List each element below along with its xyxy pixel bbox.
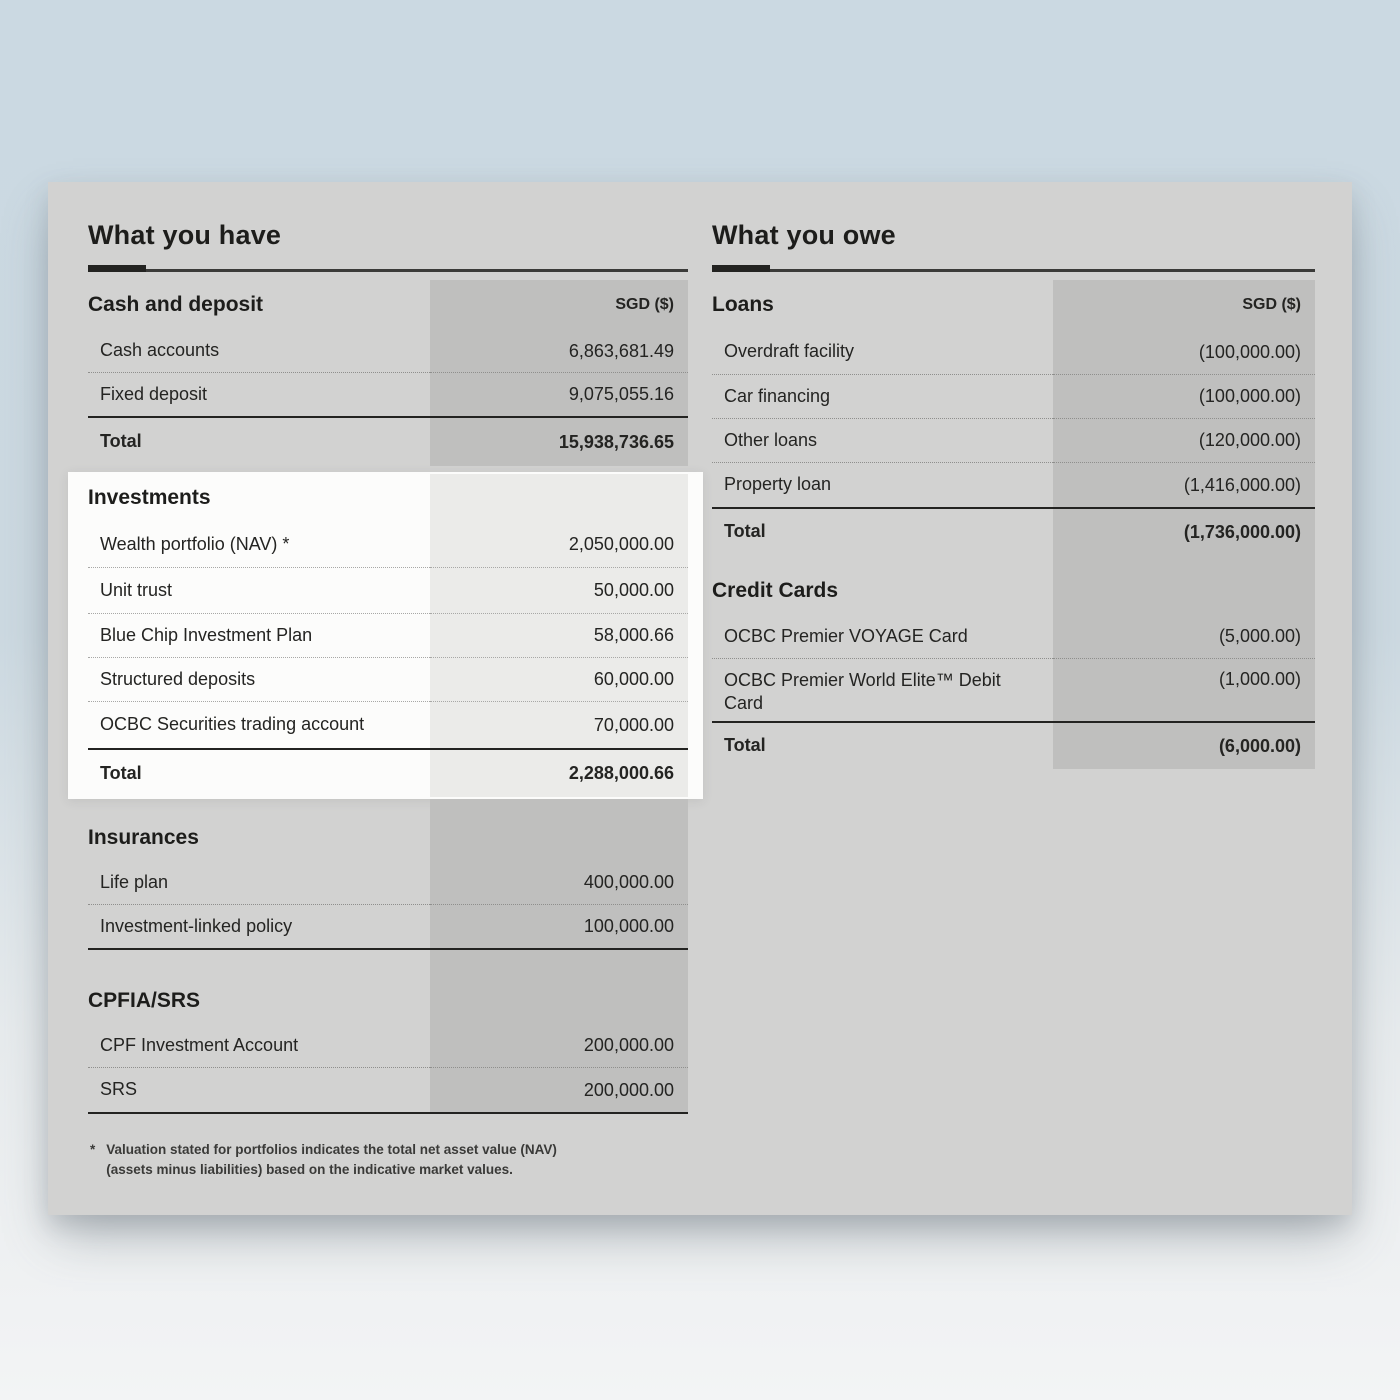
section-header: Investments — [88, 486, 211, 510]
row-amount: 58,000.66 — [430, 614, 688, 658]
table-row — [88, 1024, 688, 1068]
total-label: Total — [100, 431, 142, 452]
table-row — [88, 373, 688, 416]
section-header-row-cash — [88, 280, 688, 330]
amount-column-spacer — [430, 978, 688, 1024]
section-spacer — [712, 555, 1315, 567]
liabilities-table — [712, 280, 1315, 769]
amount-column-spacer — [430, 950, 688, 978]
section-bottom-divider — [88, 1112, 688, 1114]
table-row — [88, 522, 688, 568]
table-row — [88, 568, 688, 614]
row-amount: 200,000.00 — [430, 1024, 688, 1068]
table-row — [88, 702, 688, 748]
amount-column-spacer — [430, 799, 688, 815]
row-amount: (100,000.00) — [1053, 330, 1315, 375]
row-amount: (120,000.00) — [1053, 419, 1315, 463]
section-header-row-loans — [712, 280, 1315, 330]
row-amount: 200,000.00 — [430, 1068, 688, 1112]
table-row — [88, 614, 688, 658]
statement-card — [48, 182, 1352, 1215]
title-rule — [712, 265, 1315, 272]
total-label: Total — [100, 762, 142, 783]
total-label: Total — [724, 521, 766, 542]
row-label: Life plan — [88, 861, 430, 905]
section-header: Insurances — [88, 826, 199, 850]
amount-column-spacer — [430, 474, 688, 522]
row-amount: (100,000.00) — [1053, 375, 1315, 419]
section-header-row-cpfia — [88, 978, 688, 1024]
row-label: Property loan — [724, 474, 832, 495]
table-row — [88, 905, 688, 948]
table-row — [712, 375, 1315, 419]
table-row — [712, 659, 1315, 721]
row-amount: (1,000.00) — [1053, 659, 1315, 721]
row-label: Other loans — [712, 419, 1053, 463]
table-row — [88, 1068, 688, 1112]
section-header-row-insurances — [88, 815, 688, 861]
table-row — [712, 615, 1315, 659]
currency-header: SGD ($) — [430, 280, 688, 330]
total-row-investments — [88, 750, 688, 797]
table-row — [712, 419, 1315, 463]
section-spacer — [88, 950, 688, 978]
row-label: OCBC Premier World Elite™ Debit Card — [724, 670, 1001, 714]
amount-column-spacer — [430, 815, 688, 861]
row-amount: 70,000.00 — [430, 702, 688, 748]
row-amount: 6,863,681.49 — [430, 330, 688, 373]
row-amount: 60,000.00 — [430, 658, 688, 702]
row-label: OCBC Premier VOYAGE Card — [712, 615, 1053, 659]
row-label: OCBC Securities trading account — [100, 714, 365, 735]
table-row — [88, 658, 688, 702]
total-amount: 15,938,736.65 — [430, 418, 688, 466]
row-label: Unit trust — [88, 568, 430, 614]
row-label: Wealth portfolio (NAV) * — [88, 522, 430, 568]
investments-highlight-panel — [68, 472, 703, 799]
row-label: Blue Chip Investment Plan — [88, 614, 430, 658]
total-row-cash — [88, 418, 688, 466]
footnote-text: Valuation stated for portfolios indicates the total net asset value (NAV) (assets minus liabilities) based on the indicative market values. — [106, 1142, 557, 1178]
what-you-have-column — [88, 218, 688, 1181]
row-amount: 100,000.00 — [430, 905, 688, 948]
section-spacer — [88, 799, 688, 815]
total-amount: 2,288,000.66 — [430, 750, 688, 797]
total-row-loans — [712, 509, 1315, 555]
assets-table — [88, 280, 688, 1114]
total-amount: (1,736,000.00) — [1053, 509, 1315, 555]
footnote-marker: * — [90, 1142, 96, 1157]
row-label: CPF Investment Account — [88, 1024, 430, 1068]
column-title-have: What you have — [88, 220, 282, 250]
row-label: Car financing — [712, 375, 1053, 419]
row-label: Overdraft facility — [712, 330, 1053, 375]
section-header: Loans — [712, 293, 774, 317]
section-header: Credit Cards — [712, 579, 839, 603]
section-header: Cash and deposit — [88, 293, 264, 317]
table-row — [88, 861, 688, 905]
row-label: Fixed deposit — [100, 383, 208, 404]
row-label: Cash accounts — [88, 330, 430, 373]
row-label: Structured deposits — [88, 658, 430, 702]
total-amount: (6,000.00) — [1053, 723, 1315, 769]
row-amount: 9,075,055.16 — [430, 373, 688, 416]
amount-column-spacer — [1053, 555, 1315, 567]
section-header-row-investments — [88, 474, 688, 522]
row-amount: 2,050,000.00 — [430, 522, 688, 568]
table-row — [88, 330, 688, 373]
row-amount: 50,000.00 — [430, 568, 688, 614]
amount-column-spacer — [1053, 567, 1315, 615]
row-amount: 400,000.00 — [430, 861, 688, 905]
total-row-credit-cards — [712, 723, 1315, 769]
table-row — [712, 463, 1315, 507]
total-label: Total — [724, 735, 766, 756]
title-rule — [88, 265, 688, 272]
row-amount: (1,416,000.00) — [1053, 463, 1315, 507]
table-row — [712, 330, 1315, 375]
currency-header: SGD ($) — [1053, 280, 1315, 330]
row-amount: (5,000.00) — [1053, 615, 1315, 659]
footnote — [88, 1140, 688, 1181]
column-title-owe: What you owe — [712, 220, 896, 250]
what-you-owe-column — [712, 218, 1315, 769]
section-header-row-credit-cards — [712, 567, 1315, 615]
section-header: CPFIA/SRS — [88, 989, 201, 1013]
row-label: SRS — [100, 1079, 138, 1100]
row-label: Investment-linked policy — [100, 915, 293, 936]
